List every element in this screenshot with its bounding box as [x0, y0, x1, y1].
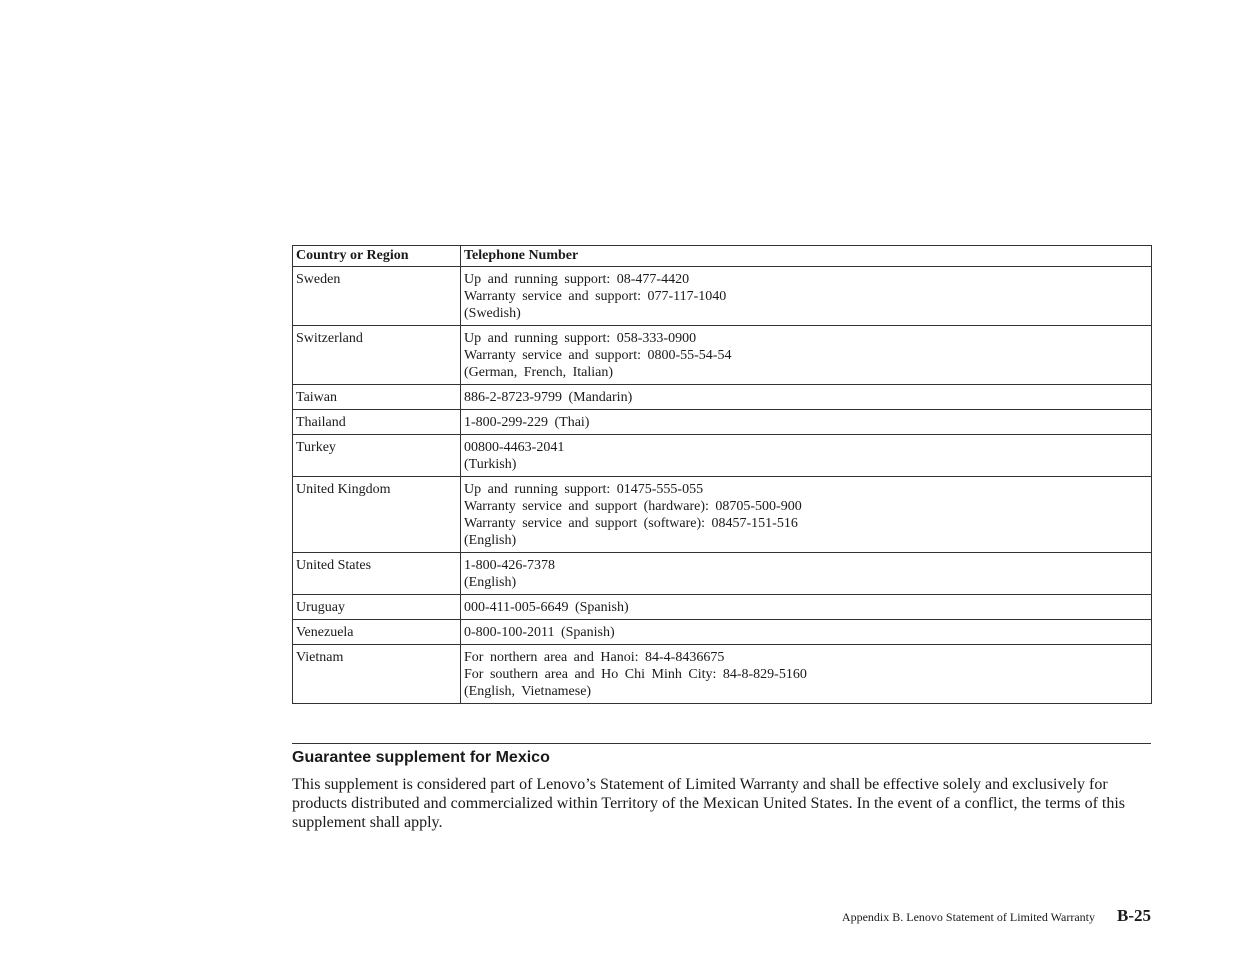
telephone-line: 886-2-8723-9799 (Mandarin) [464, 390, 633, 405]
telephone-line: (English) [464, 533, 517, 548]
page-number: B-25 [1117, 906, 1151, 925]
table-row [293, 595, 1152, 620]
section-divider [292, 743, 1151, 744]
table-row [293, 477, 1152, 553]
telephone-line: For northern area and Hanoi: 84-4-8436675 [464, 650, 725, 665]
country-cell: Taiwan [293, 385, 461, 410]
footer-chapter-title: Appendix B. Lenovo Statement of Limited Warranty [841, 910, 1095, 924]
telephone-line: (English) [464, 575, 517, 590]
telephone-table [292, 245, 1152, 704]
telephone-line: (English, Vietnamese) [464, 684, 592, 699]
column-header-telephone: Telephone Number [461, 246, 1152, 267]
telephone-line: Up and running support: 01475-555-055 [464, 482, 704, 497]
table-row [293, 385, 1152, 410]
telephone-line: (Turkish) [464, 457, 517, 472]
column-header-country: Country or Region [293, 246, 461, 267]
table-row [293, 553, 1152, 595]
country-cell: Venezuela [293, 620, 461, 645]
table-row [293, 645, 1152, 704]
country-cell: Vietnam [293, 645, 461, 704]
telephone-line: (German, French, Italian) [464, 365, 614, 380]
telephone-line: Up and running support: 058-333-0900 [464, 331, 697, 346]
table-row [293, 267, 1152, 326]
telephone-cell [461, 410, 1152, 435]
telephone-line: (Swedish) [464, 306, 521, 321]
section-paragraph: This supplement is considered part of Lenovo’s Statement of Limited Warranty and shall be effective solely and exclusively for products distributed and commercialized within Territory of the Mexican United States. In the event of a conflict, the terms of this supplement shall apply. [292, 776, 1126, 831]
telephone-line: Warranty service and support (hardware): 08705-500-900 [464, 499, 802, 514]
telephone-line: 0-800-100-2011 (Spanish) [464, 625, 615, 640]
mexico-supplement-section [292, 743, 1151, 832]
telephone-line: Warranty service and support (software): 08457-151-516 [464, 516, 798, 531]
telephone-line: Warranty service and support: 0800-55-54-54 [464, 348, 732, 363]
table-header-row [293, 246, 1152, 267]
telephone-cell [461, 553, 1152, 595]
telephone-line: 1-800-426-7378 [464, 558, 555, 573]
page-footer [842, 906, 1151, 926]
country-cell: Thailand [293, 410, 461, 435]
contact-table-container [292, 245, 1151, 704]
telephone-line: For southern area and Ho Chi Minh City: 84-8-829-5160 [464, 667, 807, 682]
telephone-cell [461, 267, 1152, 326]
country-cell: United Kingdom [293, 477, 461, 553]
country-cell: Turkey [293, 435, 461, 477]
telephone-cell [461, 645, 1152, 704]
table-row [293, 620, 1152, 645]
telephone-cell [461, 477, 1152, 553]
telephone-cell [461, 385, 1152, 410]
table-row [293, 435, 1152, 477]
telephone-line: 00800-4463-2041 [464, 440, 565, 455]
telephone-cell [461, 326, 1152, 385]
table-body [293, 267, 1152, 704]
telephone-cell [461, 435, 1152, 477]
country-cell: United States [293, 553, 461, 595]
table-row [293, 410, 1152, 435]
telephone-cell [461, 595, 1152, 620]
section-heading: Guarantee supplement for Mexico [292, 749, 550, 766]
table-row [293, 326, 1152, 385]
country-cell: Sweden [293, 267, 461, 326]
telephone-line: 000-411-005-6649 (Spanish) [464, 600, 629, 615]
telephone-line: Warranty service and support: 077-117-1040 [464, 289, 727, 304]
telephone-line: 1-800-299-229 (Thai) [464, 415, 590, 430]
country-cell: Switzerland [293, 326, 461, 385]
telephone-cell [461, 620, 1152, 645]
country-cell: Uruguay [293, 595, 461, 620]
telephone-line: Up and running support: 08-477-4420 [464, 272, 690, 287]
